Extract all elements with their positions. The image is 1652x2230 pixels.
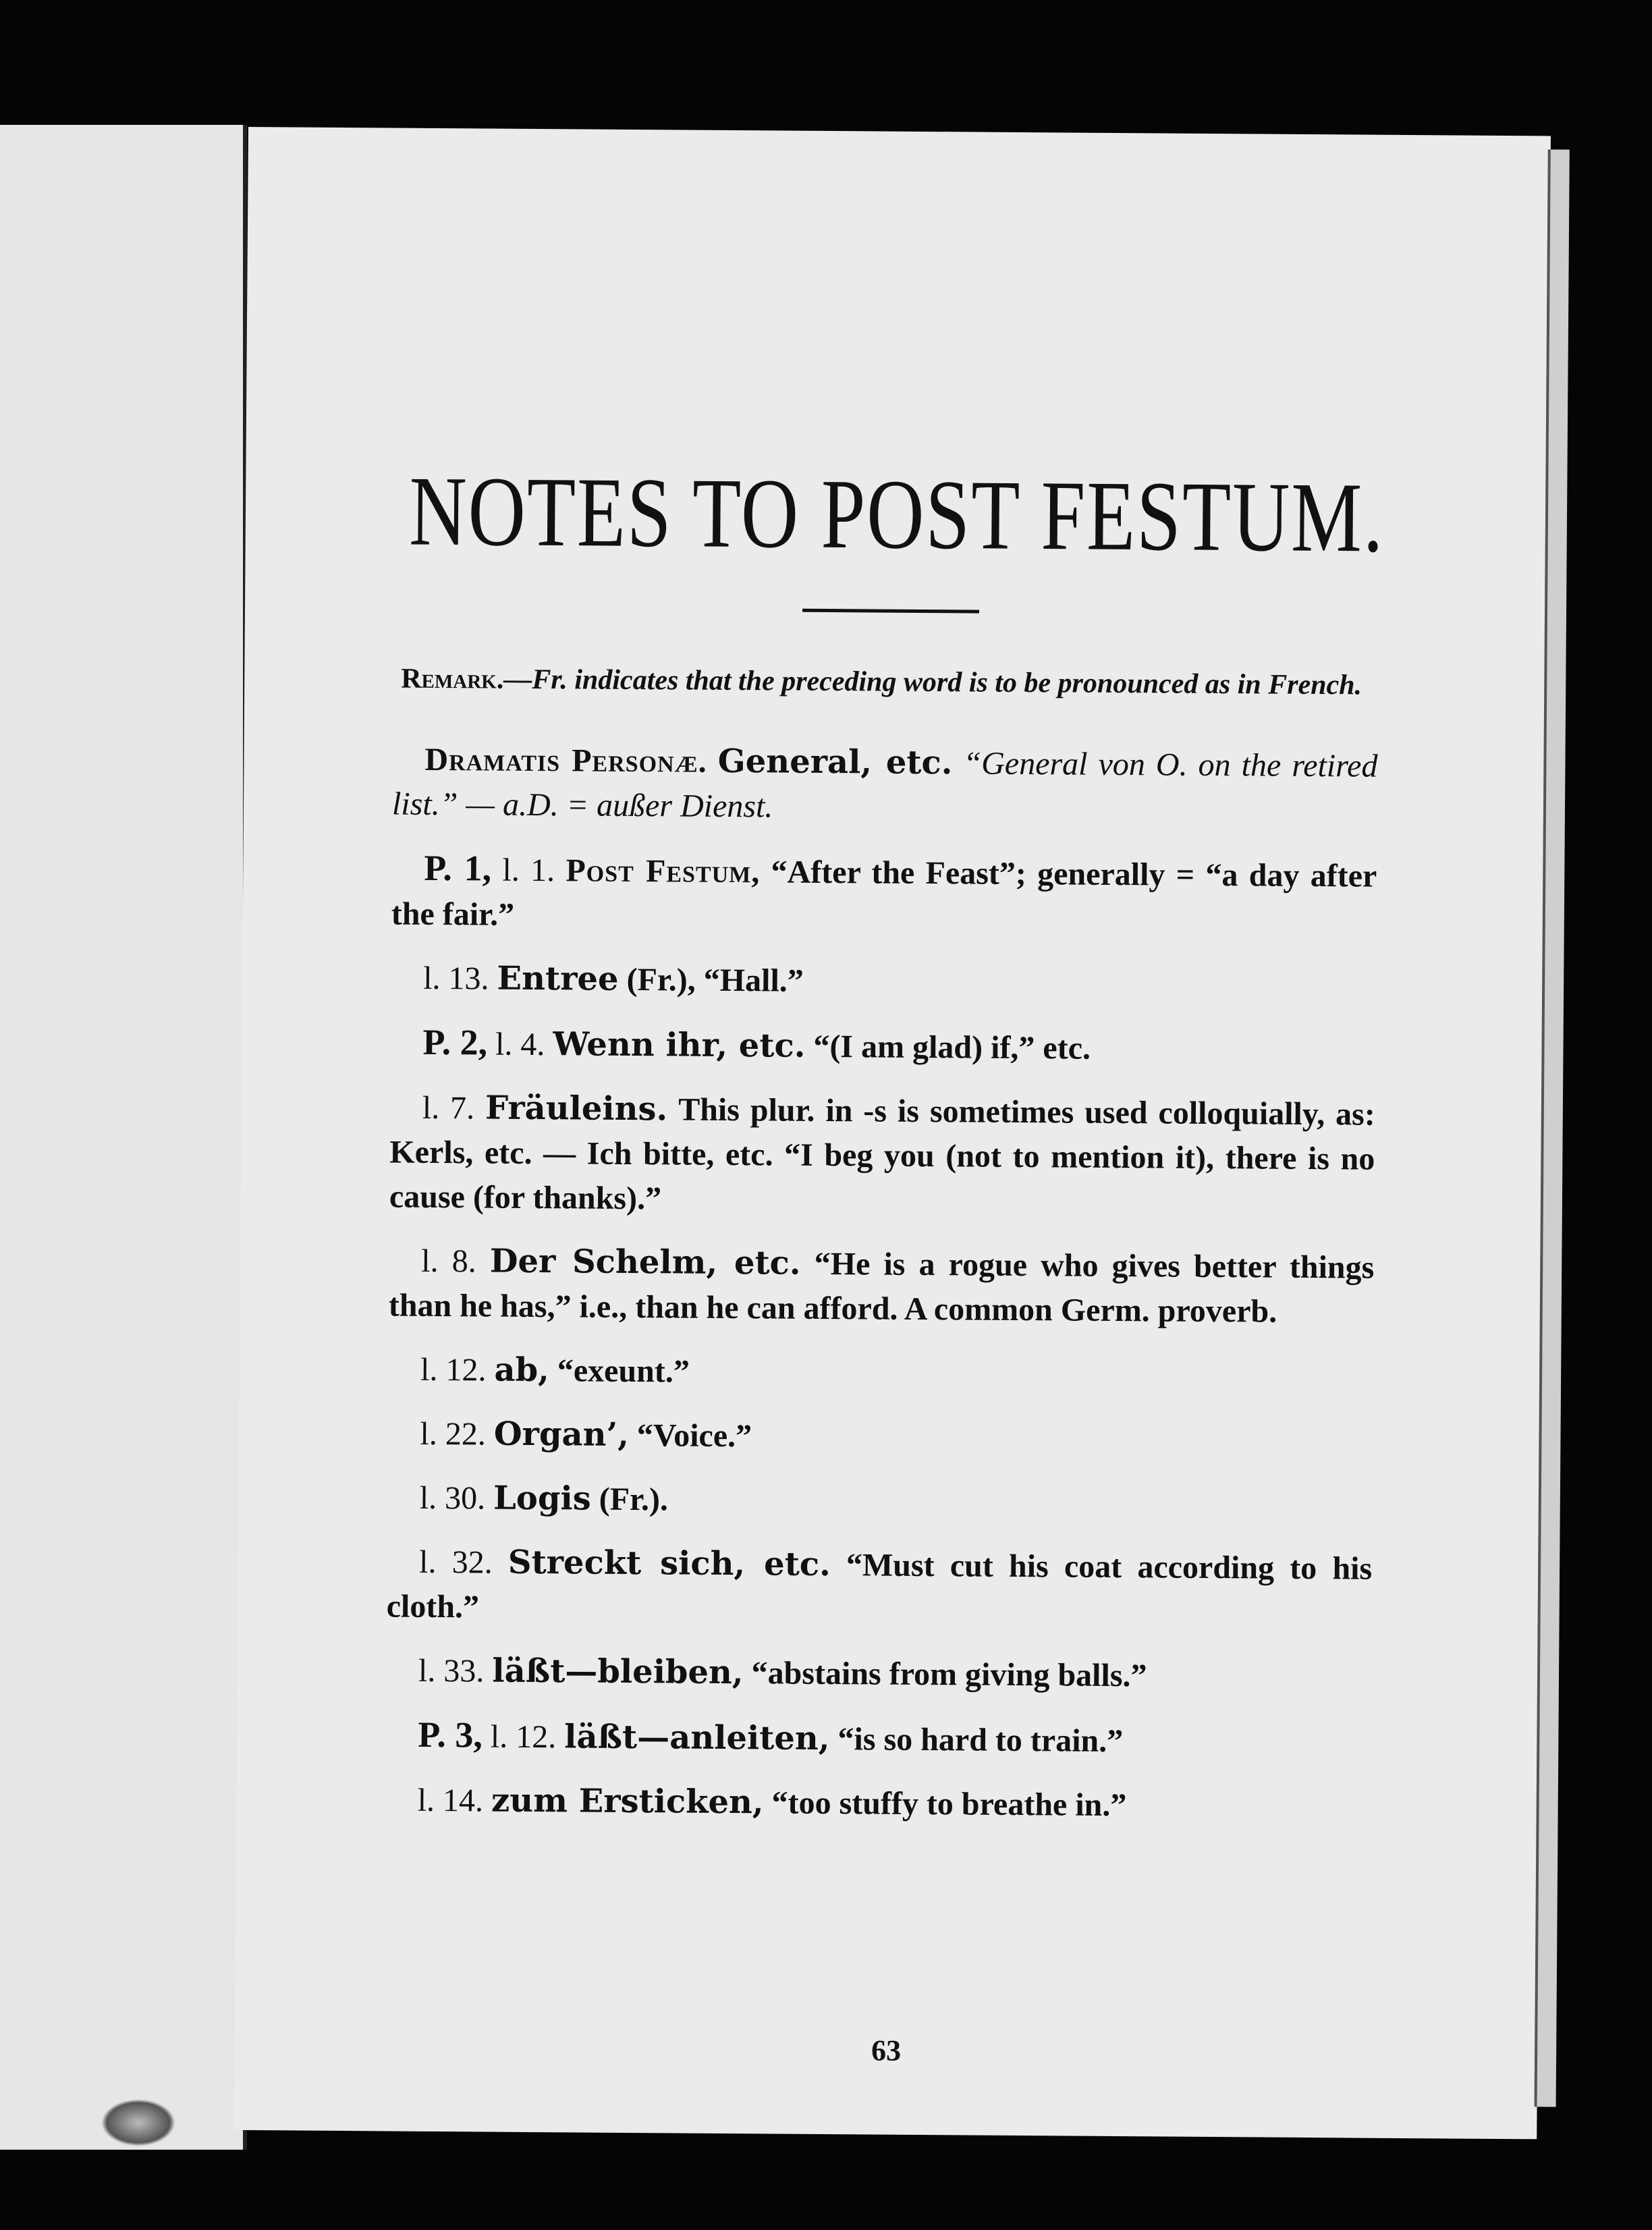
note-entry (389, 1238, 1375, 1334)
note-entry (386, 1648, 1371, 1699)
note-ref: l. 22. (420, 1415, 487, 1452)
note-ref: l. 13. (423, 960, 489, 997)
note-entry (387, 1411, 1373, 1463)
note-gloss: “Must cut his coat according to his cloth.” (386, 1547, 1373, 1625)
note-ref: l. 33. (418, 1652, 485, 1689)
note-ref: Dramatis Personæ. (424, 741, 707, 780)
note-gloss: “exeunt.” (557, 1353, 690, 1390)
note-term: Post Festum, (566, 852, 761, 890)
note-term: Der Schelm, etc. (489, 1242, 801, 1282)
page-edge (1535, 149, 1570, 2106)
note-entry (387, 1475, 1373, 1527)
note-entry (392, 737, 1378, 834)
note-entry (388, 1347, 1373, 1398)
note-ref: l. 1. (502, 852, 555, 889)
note-entry (389, 1085, 1375, 1226)
note-term: läßt—anleiten, (564, 1718, 830, 1758)
note-ref: l. 7. (422, 1089, 475, 1126)
note-ref: l. 30. (419, 1479, 486, 1517)
note-entry (385, 1777, 1370, 1829)
book-page (234, 127, 1551, 2139)
note-ref: l. 32. (418, 1544, 493, 1581)
note-gloss: (Fr.). (599, 1481, 669, 1518)
note-ref: l. 14. (417, 1782, 484, 1819)
remark-label: Remark. (401, 663, 504, 695)
page-title: NOTES TO POST FESTUM. (408, 456, 1385, 574)
note-page: P. 3, (418, 1714, 483, 1756)
note-term: Entree (497, 959, 619, 998)
note-entry (386, 1539, 1372, 1635)
note-gloss: “(I am glad) if,” etc. (813, 1028, 1091, 1066)
note-ref: l. 8. (421, 1243, 476, 1280)
note-term: Fräuleins. (485, 1089, 668, 1128)
remark-note (393, 661, 1378, 703)
note-term: zum Ersticken, (491, 1781, 764, 1822)
note-gloss: “Voice.” (636, 1417, 752, 1454)
note-gloss: This plur. in -s is sometimes used colloquially, as: Kerls, etc. — Ich bitte, etc. “I beg you (not to mention it), there is no cause (for thanks).” (389, 1091, 1376, 1217)
ink-smudge (101, 2099, 175, 2146)
facing-page (0, 125, 247, 2150)
note-gloss: “He is a rogue who gives better things than he has,” i.e., than he can afford. A common Germ. proverb. (388, 1245, 1375, 1330)
note-ref: l. 12. (490, 1718, 557, 1756)
note-term: General, etc. (717, 742, 953, 782)
title-rule (802, 609, 979, 614)
note-page: P. 1, (424, 847, 492, 889)
notes-body (385, 661, 1378, 1849)
note-gloss: “abstains from giving balls.” (751, 1655, 1147, 1694)
page-number: 63 (871, 2034, 902, 2067)
note-ref: l. 4. (495, 1026, 545, 1063)
note-gloss: “too stuffy to breathe in.” (771, 1785, 1127, 1824)
note-gloss: (Fr.), “Hall.” (626, 961, 804, 999)
note-entry (391, 956, 1376, 1008)
note-gloss: “General von O. on the retired list.” — a.D. = außer Dienst. (391, 745, 1378, 825)
note-entry (385, 1712, 1371, 1765)
note-ref: l. 12. (420, 1351, 487, 1388)
remark-text: —Fr. indicates that the preceding word is to be pronounced as in French. (503, 663, 1362, 701)
note-gloss: “After the Feast”; generally = “a day after the fair.” (391, 854, 1377, 933)
note-term: Wenn ihr, etc. (553, 1025, 806, 1065)
note-page: P. 2, (422, 1021, 488, 1063)
note-term: läßt—bleiben, (492, 1652, 744, 1692)
note-entry (391, 846, 1377, 944)
note-term: ab, (494, 1351, 550, 1390)
note-gloss: “is so hard to train.” (837, 1721, 1124, 1760)
note-term: Organ’, (493, 1415, 630, 1454)
note-term: Streckt sich, etc. (507, 1543, 831, 1584)
note-entry (390, 1020, 1375, 1073)
note-term: Logis (493, 1479, 591, 1518)
